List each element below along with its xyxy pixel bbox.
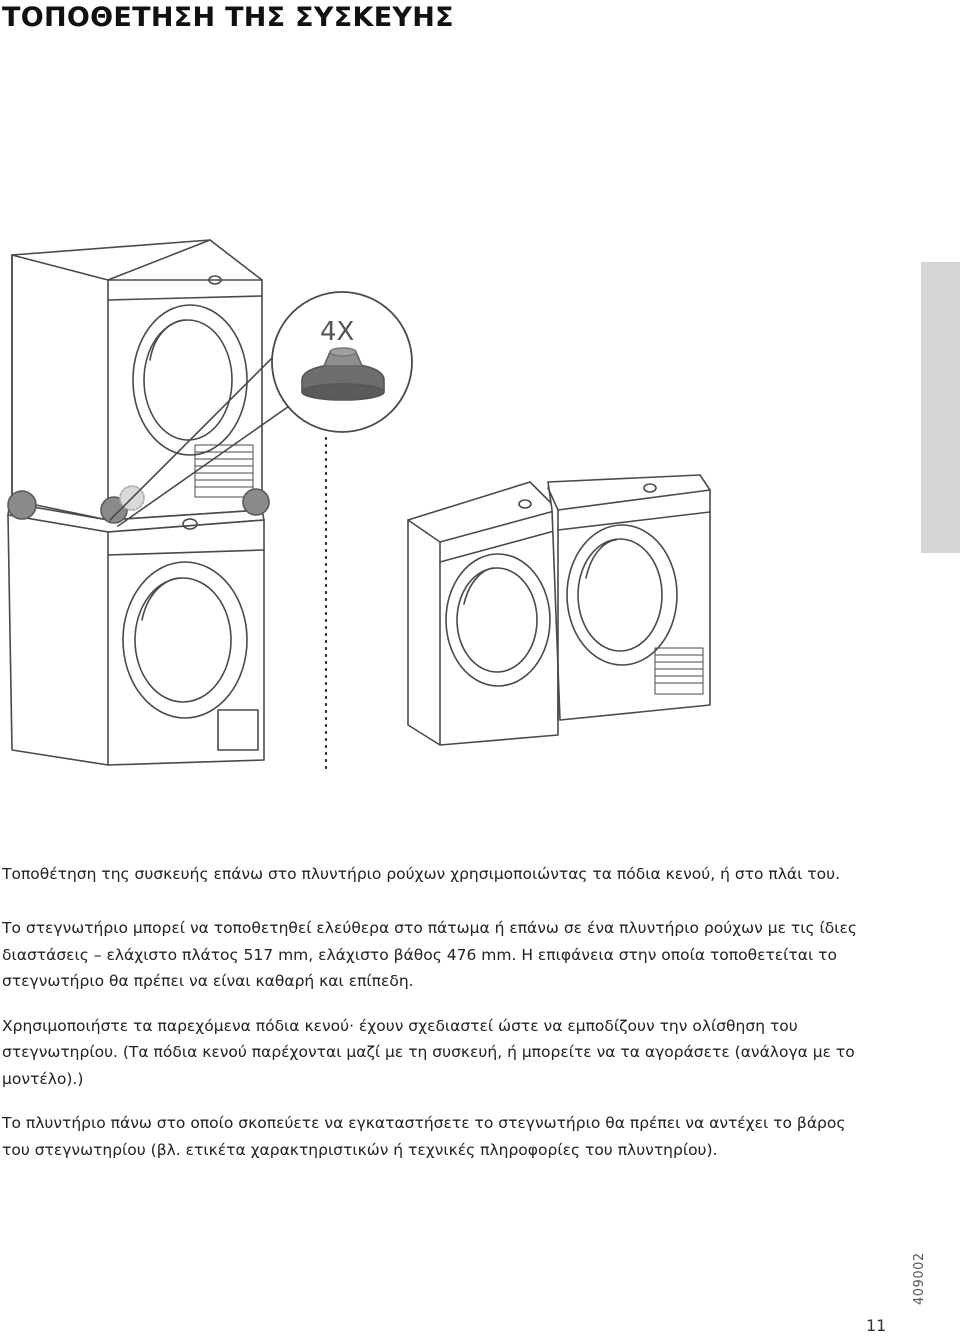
- page-title: ΤΟΠΟΘΕΤΗΣΗ ΤΗΣ ΣΥΣΚΕΥΗΣ: [2, 2, 454, 33]
- installation-illustration: [0, 220, 900, 780]
- stacked-washer-lower: [8, 515, 264, 765]
- paragraph-washer-weight: Το πλυντήριο πάνω στο οποίο σκοπεύετε να εγκαταστήσετε το στεγνωτήριο θα πρέπει να αντέχει το βάρος του στεγνωτηρίου (βλ. ετικέτα χαρακτηριστικών ή τεχνικές πληροφορίες του πλυντηρίου).: [2, 1114, 846, 1159]
- page-number: 11: [866, 1316, 887, 1335]
- paragraph-vacuum-feet: Χρησιμοποιήστε τα παρεχόμενα πόδια κενού· έχουν σχεδιαστεί ώστε να εμποδίζουν την ολίσθηση του στεγνωτηρίου. (Τα πόδια κενού παρέχονται μαζί με τη συσκευή, ή μπορείτε να τα αγοράσετε (ανάλογα με το μοντέλο).): [2, 1016, 855, 1088]
- body-text: [2, 915, 872, 1181]
- paragraph-dimensions: Το στεγνωτήριο μπορεί να τοποθετηθεί ελεύθερα στο πάτωμα ή επάνω σε ένα πλυντήριο ρούχων με τις ίδιες διαστάσεις – ελάχιστο πλάτος 517 mm, ελάχιστο βάθος 476 mm. Η επιφάνεια στην οποία τοποθετείται το στεγνωτήριο θα πρέπει να είναι καθαρή και επίπεδη.: [2, 919, 857, 990]
- vacuum-foot-callout: [272, 292, 412, 432]
- callout-quantity-label: 4X: [320, 317, 355, 347]
- stacked-dryer-upper: [12, 240, 262, 520]
- chapter-tab: [921, 262, 960, 553]
- figure-caption: Τοποθέτηση της συσκευής επάνω στο πλυντήριο ρούχων χρησιμοποιώντας τα πόδια κενού, ή στο πλάι του.: [2, 865, 840, 883]
- side-by-side-dryer: [548, 475, 710, 720]
- document-code: 409002: [912, 1252, 927, 1305]
- side-by-side-washer: [408, 482, 558, 745]
